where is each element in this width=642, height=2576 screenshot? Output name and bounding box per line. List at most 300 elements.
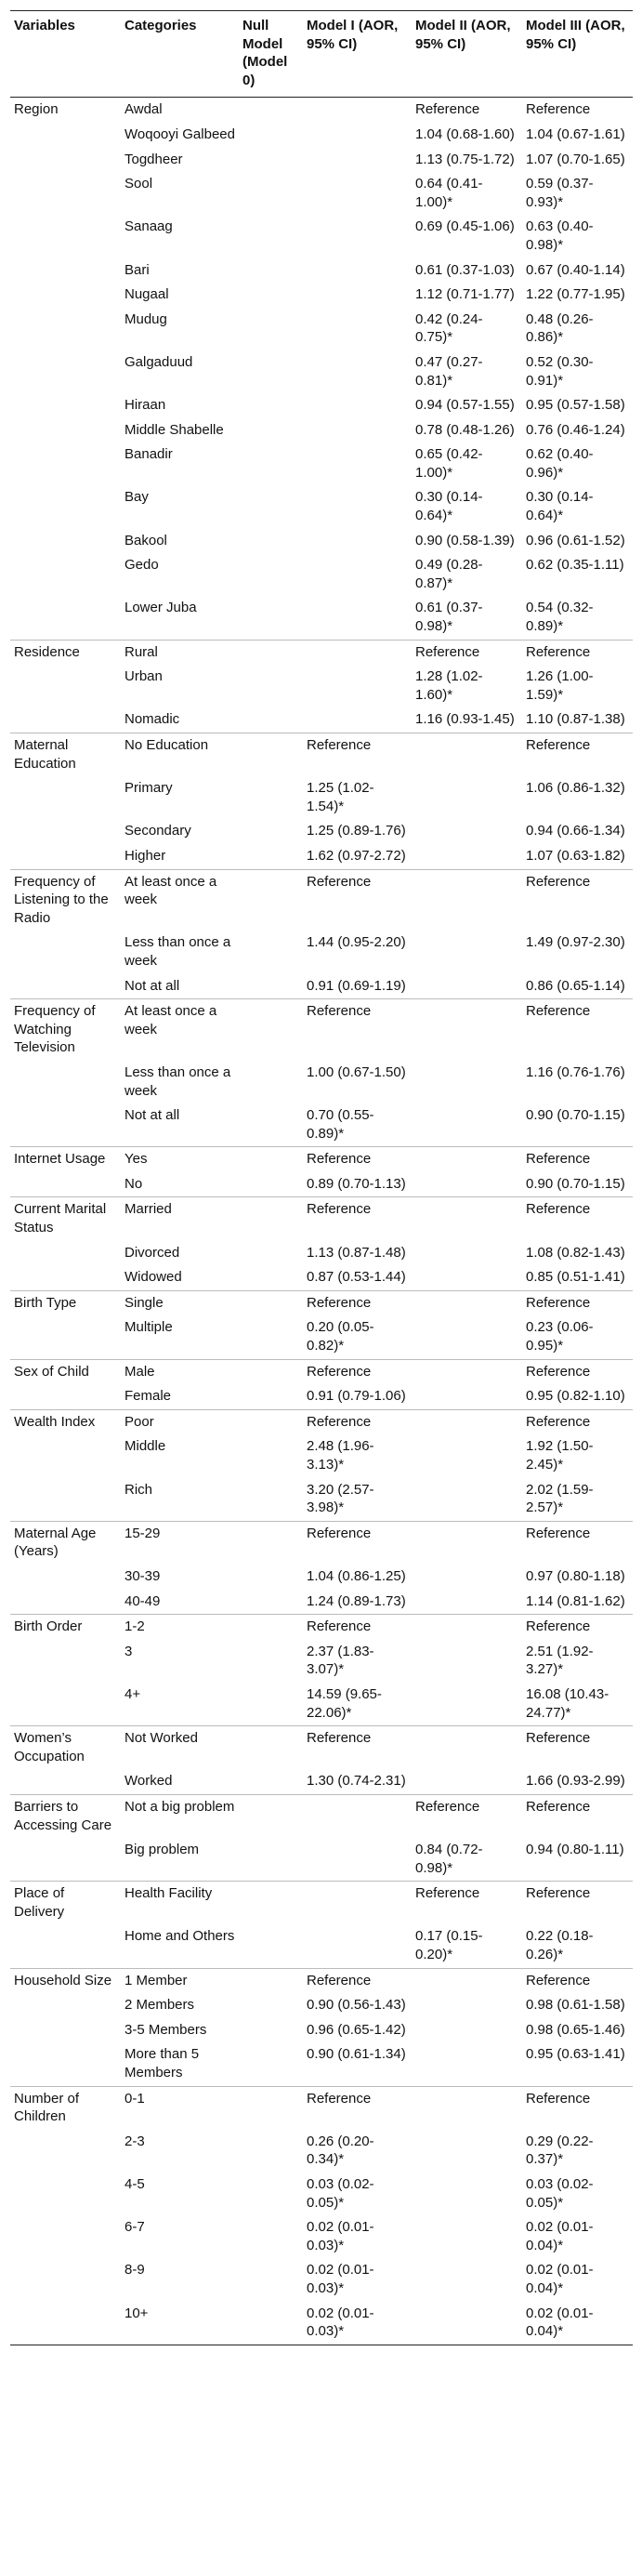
- model-3-cell: Reference: [522, 1197, 633, 1241]
- category-cell: Male: [121, 1359, 239, 1384]
- model-1-cell: 2.37 (1.83-3.07)*: [307, 1643, 374, 1678]
- category-cell: Gedo: [124, 557, 159, 574]
- table-row: [10, 1769, 633, 1794]
- category-cell: Bay: [124, 489, 149, 506]
- model-3-cell: 1.22 (0.77-1.95): [526, 286, 625, 303]
- model-2-cell: [412, 1615, 522, 1640]
- variable-cell: Wealth Index: [10, 1409, 121, 1434]
- model-2-cell: [412, 1521, 522, 1565]
- table-body: [10, 98, 633, 2345]
- model-1-cell: 0.20 (0.05-0.82)*: [307, 1319, 374, 1354]
- null-model-cell: [239, 1683, 303, 1726]
- table-row: [10, 931, 633, 973]
- model-2-cell: [412, 2173, 522, 2215]
- model-1-cell: 0.02 (0.01-0.03)*: [307, 2262, 374, 2296]
- model-1-cell: 1.25 (1.02-1.54)*: [307, 780, 374, 814]
- category-cell: Galgaduud: [124, 353, 193, 370]
- null-model-cell: [239, 2215, 303, 2258]
- model-2-cell: [412, 1384, 522, 1409]
- model-2-cell: [412, 2086, 522, 2130]
- table-row: [10, 2302, 633, 2345]
- variable-cell: Maternal Age (Years): [10, 1521, 121, 1565]
- null-model-cell: [239, 553, 303, 596]
- model-2-cell: [412, 733, 522, 777]
- model-2-cell: 1.13 (0.75-1.72): [415, 151, 515, 167]
- model-3-cell: 1.14 (0.81-1.62): [526, 1592, 625, 1609]
- table-row: [10, 123, 633, 148]
- variable-cell: [10, 2173, 121, 2215]
- null-model-cell: [239, 2173, 303, 2215]
- model-2-cell: [412, 2130, 522, 2173]
- model-1-cell: [303, 1924, 412, 1968]
- table-row: [10, 1172, 633, 1197]
- variable-cell: [10, 393, 121, 418]
- category-cell: Poor: [121, 1409, 239, 1434]
- table-row: [10, 1521, 633, 1565]
- category-cell: Home and Others: [124, 1928, 235, 1945]
- variable-cell: [10, 1061, 121, 1103]
- variable-cell: [10, 485, 121, 528]
- model-3-cell: 0.03 (0.02-0.05)*: [526, 2176, 594, 2211]
- table-row: [10, 1384, 633, 1409]
- category-cell: Secondary: [124, 823, 191, 839]
- null-model-cell: [239, 283, 303, 308]
- model-1-cell: [303, 418, 412, 443]
- variable-cell: [10, 1241, 121, 1266]
- variable-cell: [10, 258, 121, 284]
- null-model-cell: [239, 172, 303, 215]
- model-2-cell: [412, 819, 522, 844]
- category-cell: 1 Member: [121, 1968, 239, 1993]
- model-1-cell: [303, 215, 412, 258]
- table-row: [10, 1061, 633, 1103]
- model-3-cell: 0.90 (0.70-1.15): [526, 1175, 625, 1192]
- model-3-cell: Reference: [526, 101, 591, 118]
- table-row: [10, 148, 633, 173]
- model-3-cell: 0.59 (0.37-0.93)*: [526, 176, 594, 210]
- model-3-cell: Reference: [522, 2086, 633, 2130]
- category-cell: Higher: [124, 847, 166, 864]
- model-3-cell: 0.85 (0.51-1.41): [526, 1269, 625, 1286]
- model-1-cell: Reference: [303, 1147, 412, 1172]
- header-model-3: Model III (AOR, 95% CI): [522, 11, 633, 98]
- category-cell: Not Worked: [121, 1726, 239, 1770]
- model-3-cell: Reference: [522, 1726, 633, 1770]
- model-2-cell: [412, 1640, 522, 1683]
- model-1-cell: [303, 350, 412, 393]
- null-model-cell: [239, 819, 303, 844]
- table-row: [10, 258, 633, 284]
- null-model-cell: [239, 596, 303, 640]
- model-2-cell: 1.04 (0.68-1.60): [415, 125, 515, 142]
- model-2-cell: 0.17 (0.15-0.20)*: [415, 1928, 483, 1963]
- model-3-cell: 2.02 (1.59-2.57)*: [526, 1481, 594, 1516]
- table-row: [10, 393, 633, 418]
- null-model-cell: [239, 1147, 303, 1172]
- null-model-cell: [239, 1103, 303, 1147]
- null-model-cell: [239, 1384, 303, 1409]
- table-row: [10, 869, 633, 931]
- null-model-cell: [239, 529, 303, 554]
- header-null-model: Null Model (Model 0): [239, 11, 303, 98]
- model-3-cell: 2.51 (1.92-3.27)*: [526, 1643, 594, 1678]
- model-2-cell: 0.61 (0.37-0.98)*: [415, 600, 483, 635]
- regression-table: [10, 10, 633, 2345]
- table-row: [10, 1993, 633, 2018]
- model-2-cell: [412, 1769, 522, 1794]
- category-cell: 2-3: [124, 2133, 145, 2149]
- null-model-cell: [239, 1290, 303, 1315]
- variable-cell: [10, 283, 121, 308]
- model-1-cell: 1.62 (0.97-2.72): [307, 847, 406, 864]
- null-model-cell: [239, 2018, 303, 2043]
- category-cell: At least once a week: [121, 869, 239, 931]
- model-1-cell: 0.89 (0.70-1.13): [307, 1175, 406, 1192]
- model-1-cell: 1.04 (0.86-1.25): [307, 1567, 406, 1584]
- table-row: [10, 1147, 633, 1172]
- variable-cell: [10, 418, 121, 443]
- table-row: [10, 1265, 633, 1290]
- table-row: [10, 283, 633, 308]
- model-1-cell: 14.59 (9.65-22.06)*: [307, 1685, 382, 1721]
- variable-cell: Place of Delivery: [10, 1882, 121, 1925]
- category-cell: Worked: [124, 1773, 173, 1790]
- variable-cell: Region: [14, 101, 59, 118]
- model-2-cell: Reference: [412, 1794, 522, 1838]
- model-2-cell: 0.69 (0.45-1.06): [415, 218, 515, 235]
- null-model-cell: [239, 350, 303, 393]
- table-row: [10, 2130, 633, 2173]
- table-row: [10, 485, 633, 528]
- null-model-cell: [239, 665, 303, 707]
- model-2-cell: [412, 1683, 522, 1726]
- model-1-cell: 3.20 (2.57-3.98)*: [307, 1481, 374, 1516]
- category-cell: 8-9: [124, 2262, 145, 2279]
- model-1-cell: 1.00 (0.67-1.50): [307, 1063, 406, 1080]
- variable-cell: [10, 350, 121, 393]
- category-cell: Big problem: [124, 1842, 200, 1858]
- model-2-cell: [412, 1061, 522, 1103]
- null-model-cell: [239, 98, 303, 123]
- null-model-cell: [239, 1521, 303, 1565]
- null-model-cell: [239, 733, 303, 777]
- null-model-cell: [239, 1265, 303, 1290]
- table-row: [10, 1838, 633, 1882]
- model-2-cell: [412, 1993, 522, 2018]
- null-model-cell: [239, 776, 303, 819]
- category-cell: 40-49: [124, 1592, 161, 1609]
- null-model-cell: [239, 418, 303, 443]
- variable-cell: [10, 1103, 121, 1147]
- table-row: [10, 98, 633, 123]
- model-1-cell: [303, 596, 412, 640]
- model-2-cell: [412, 1409, 522, 1434]
- model-1-cell: [303, 148, 412, 173]
- model-3-cell: 0.96 (0.61-1.52): [526, 532, 625, 548]
- variable-cell: [10, 215, 121, 258]
- null-model-cell: [239, 485, 303, 528]
- model-3-cell: 0.97 (0.80-1.18): [526, 1567, 625, 1584]
- table-row: [10, 418, 633, 443]
- variable-cell: [10, 707, 121, 733]
- model-1-cell: [303, 98, 412, 123]
- model-2-cell: [412, 1241, 522, 1266]
- table-row: [10, 1882, 633, 1925]
- model-1-cell: [303, 1882, 412, 1925]
- model-3-cell: 1.07 (0.63-1.82): [526, 847, 625, 864]
- model-3-cell: Reference: [522, 1615, 633, 1640]
- model-3-cell: 0.95 (0.82-1.10): [526, 1388, 625, 1405]
- table-row: [10, 733, 633, 777]
- model-3-cell: 0.48 (0.26-0.86)*: [526, 310, 594, 346]
- category-cell: Widowed: [124, 1269, 182, 1286]
- model-1-cell: 1.24 (0.89-1.73): [307, 1592, 406, 1609]
- category-cell: Nomadic: [124, 711, 180, 728]
- table-row: [10, 1726, 633, 1770]
- model-3-cell: 0.62 (0.35-1.11): [526, 557, 624, 574]
- model-1-cell: 1.13 (0.87-1.48): [307, 1244, 406, 1261]
- null-model-cell: [239, 1590, 303, 1615]
- null-model-cell: [239, 1315, 303, 1359]
- null-model-cell: [239, 148, 303, 173]
- variable-cell: [10, 844, 121, 869]
- variable-cell: [10, 443, 121, 485]
- null-model-cell: [239, 2086, 303, 2130]
- variable-cell: [10, 1565, 121, 1590]
- table-row: [10, 1640, 633, 1683]
- model-2-cell: [412, 1147, 522, 1172]
- model-2-cell: [412, 1290, 522, 1315]
- category-cell: Female: [124, 1388, 172, 1405]
- model-1-cell: 0.70 (0.55-0.89)*: [307, 1107, 374, 1142]
- model-2-cell: [412, 974, 522, 999]
- model-3-cell: 1.10 (0.87-1.38): [526, 711, 625, 728]
- model-1-cell: [303, 308, 412, 350]
- model-2-cell: [412, 2258, 522, 2301]
- variable-cell: Barriers to Accessing Care: [10, 1794, 121, 1838]
- null-model-cell: [239, 640, 303, 665]
- model-3-cell: 0.54 (0.32-0.89)*: [526, 600, 594, 635]
- model-3-cell: 0.86 (0.65-1.14): [526, 977, 625, 994]
- table-row: [10, 640, 633, 665]
- model-3-cell: 1.92 (1.50-2.45)*: [526, 1438, 594, 1473]
- model-1-cell: 0.26 (0.20-0.34)*: [307, 2133, 374, 2168]
- model-2-cell: 1.16 (0.93-1.45): [415, 711, 515, 728]
- null-model-cell: [239, 2130, 303, 2173]
- model-1-cell: [303, 640, 412, 665]
- model-3-cell: Reference: [522, 1359, 633, 1384]
- null-model-cell: [239, 1794, 303, 1838]
- model-2-cell: 0.84 (0.72-0.98)*: [415, 1842, 483, 1876]
- variable-cell: Birth Type: [10, 1290, 121, 1315]
- model-2-cell: [412, 1265, 522, 1290]
- model-1-cell: Reference: [303, 869, 412, 931]
- variable-cell: [10, 665, 121, 707]
- model-3-cell: 1.07 (0.70-1.65): [526, 151, 625, 167]
- model-3-cell: 0.67 (0.40-1.14): [526, 261, 625, 278]
- category-cell: Middle: [124, 1438, 166, 1455]
- table-row: [10, 974, 633, 999]
- null-model-cell: [239, 1615, 303, 1640]
- model-1-cell: 1.44 (0.95-2.20): [307, 934, 406, 951]
- model-3-cell: 0.02 (0.01-0.04)*: [522, 2302, 633, 2345]
- model-3-cell: Reference: [522, 999, 633, 1061]
- model-3-cell: 0.95 (0.63-1.41): [526, 2046, 625, 2063]
- model-1-cell: Reference: [303, 999, 412, 1061]
- header-model-2: Model II (AOR, 95% CI): [412, 11, 522, 98]
- model-3-cell: Reference: [522, 1882, 633, 1925]
- variable-cell: Sex of Child: [10, 1359, 121, 1384]
- model-1-cell: 1.25 (0.89-1.76): [307, 823, 406, 839]
- variable-cell: [10, 1478, 121, 1522]
- null-model-cell: [239, 999, 303, 1061]
- model-1-cell: Reference: [303, 1359, 412, 1384]
- table-row: [10, 1590, 633, 1615]
- model-1-cell: [303, 665, 412, 707]
- category-cell: Single: [121, 1290, 239, 1315]
- category-cell: Bari: [124, 261, 150, 278]
- null-model-cell: [239, 2302, 303, 2345]
- category-cell: Primary: [124, 780, 173, 797]
- table-row: [10, 1197, 633, 1241]
- null-model-cell: [239, 1769, 303, 1794]
- null-model-cell: [239, 1434, 303, 1477]
- table-row: [10, 2042, 633, 2086]
- table-row: [10, 350, 633, 393]
- model-1-cell: [303, 393, 412, 418]
- model-3-cell: 1.08 (0.82-1.43): [526, 1244, 625, 1261]
- variable-cell: Number of Children: [10, 2086, 121, 2130]
- category-cell: Rural: [121, 640, 239, 665]
- null-model-cell: [239, 1565, 303, 1590]
- category-cell: Awdal: [124, 101, 163, 118]
- model-2-cell: [412, 1590, 522, 1615]
- model-2-cell: [412, 1315, 522, 1359]
- category-cell: 15-29: [121, 1521, 239, 1565]
- variable-cell: [10, 1683, 121, 1726]
- table-row: [10, 2215, 633, 2258]
- model-2-cell: 0.65 (0.42-1.00)*: [415, 446, 483, 481]
- category-cell: No: [124, 1175, 143, 1192]
- table-row: [10, 1615, 633, 1640]
- model-3-cell: 1.26 (1.00-1.59)*: [526, 668, 594, 703]
- category-cell: Mudug: [124, 310, 167, 327]
- table-row: [10, 1683, 633, 1726]
- category-cell: 4+: [124, 1685, 141, 1702]
- model-1-cell: Reference: [303, 1615, 412, 1640]
- model-3-cell: 0.94 (0.80-1.11): [526, 1842, 624, 1858]
- model-1-cell: 0.96 (0.65-1.42): [307, 2021, 406, 2038]
- variable-cell: [10, 148, 121, 173]
- category-cell: Urban: [124, 668, 163, 685]
- table-row: [10, 1241, 633, 1266]
- model-1-cell: [303, 258, 412, 284]
- model-2-cell: [412, 1197, 522, 1241]
- model-1-cell: 0.03 (0.02-0.05)*: [307, 2176, 374, 2211]
- variable-cell: [10, 1172, 121, 1197]
- model-2-cell: [412, 776, 522, 819]
- model-1-cell: Reference: [303, 1409, 412, 1434]
- model-2-cell: [412, 1103, 522, 1147]
- category-cell: More than 5 Members: [124, 2046, 200, 2081]
- model-2-cell: Reference: [412, 640, 522, 665]
- model-1-cell: [303, 283, 412, 308]
- category-cell: Married: [121, 1197, 239, 1241]
- model-1-cell: 0.90 (0.56-1.43): [307, 1997, 406, 2014]
- variable-cell: Maternal Education: [10, 733, 121, 777]
- variable-cell: [10, 2018, 121, 2043]
- variable-cell: [10, 1315, 121, 1359]
- model-1-cell: [303, 443, 412, 485]
- category-cell: Lower Juba: [124, 600, 197, 616]
- header-categories: Categories: [121, 11, 239, 98]
- model-1-cell: Reference: [303, 1521, 412, 1565]
- null-model-cell: [239, 1924, 303, 1968]
- category-cell: No Education: [121, 733, 239, 777]
- model-3-cell: Reference: [522, 869, 633, 931]
- model-3-cell: 0.76 (0.46-1.24): [526, 421, 625, 438]
- model-2-cell: 0.64 (0.41-1.00)*: [415, 176, 483, 210]
- model-3-cell: 16.08 (10.43-24.77)*: [526, 1685, 609, 1721]
- model-3-cell: 0.30 (0.14-0.64)*: [526, 489, 594, 524]
- variable-cell: Women’s Occupation: [10, 1726, 121, 1770]
- variable-cell: Birth Order: [10, 1615, 121, 1640]
- model-3-cell: 1.04 (0.67-1.61): [526, 125, 625, 142]
- model-1-cell: [303, 485, 412, 528]
- variable-cell: [10, 1924, 121, 1968]
- model-3-cell: 1.16 (0.76-1.76): [526, 1063, 625, 1080]
- table-row: [10, 844, 633, 869]
- model-1-cell: Reference: [303, 733, 412, 777]
- table-row: [10, 2258, 633, 2301]
- model-2-cell: [412, 869, 522, 931]
- variable-cell: [10, 1993, 121, 2018]
- model-3-cell: 0.52 (0.30-0.91)*: [526, 353, 594, 389]
- model-1-cell: 0.87 (0.53-1.44): [307, 1269, 406, 1286]
- null-model-cell: [239, 443, 303, 485]
- variable-cell: [10, 1590, 121, 1615]
- null-model-cell: [239, 2258, 303, 2301]
- model-1-cell: 1.30 (0.74-2.31): [307, 1773, 406, 1790]
- model-3-cell: 0.62 (0.40-0.96)*: [526, 446, 594, 481]
- variable-cell: [10, 776, 121, 819]
- null-model-cell: [239, 1409, 303, 1434]
- category-cell: Less than once a week: [124, 1063, 231, 1099]
- null-model-cell: [239, 1061, 303, 1103]
- category-cell: 0-1: [121, 2086, 239, 2130]
- variable-cell: [10, 2302, 121, 2345]
- category-cell: Hiraan: [124, 397, 166, 414]
- null-model-cell: [239, 1359, 303, 1384]
- variable-cell: [10, 308, 121, 350]
- model-1-cell: 2.48 (1.96-3.13)*: [307, 1438, 374, 1473]
- variable-cell: [10, 974, 121, 999]
- category-cell: Divorced: [124, 1244, 180, 1261]
- model-1-cell: 0.02 (0.01-0.03)*: [303, 2302, 412, 2345]
- model-2-cell: 1.28 (1.02-1.60)*: [415, 668, 483, 703]
- header-model-1: Model I (AOR, 95% CI): [303, 11, 412, 98]
- category-cell: Less than once a week: [124, 934, 231, 969]
- table-row: [10, 1924, 633, 1968]
- model-1-cell: [303, 172, 412, 215]
- variable-cell: [10, 2258, 121, 2301]
- model-2-cell: [412, 2018, 522, 2043]
- null-model-cell: [239, 974, 303, 999]
- table-row: [10, 596, 633, 640]
- model-2-cell: 0.47 (0.27-0.81)*: [415, 353, 483, 389]
- variable-cell: [10, 1384, 121, 1409]
- category-cell: 3: [124, 1643, 133, 1659]
